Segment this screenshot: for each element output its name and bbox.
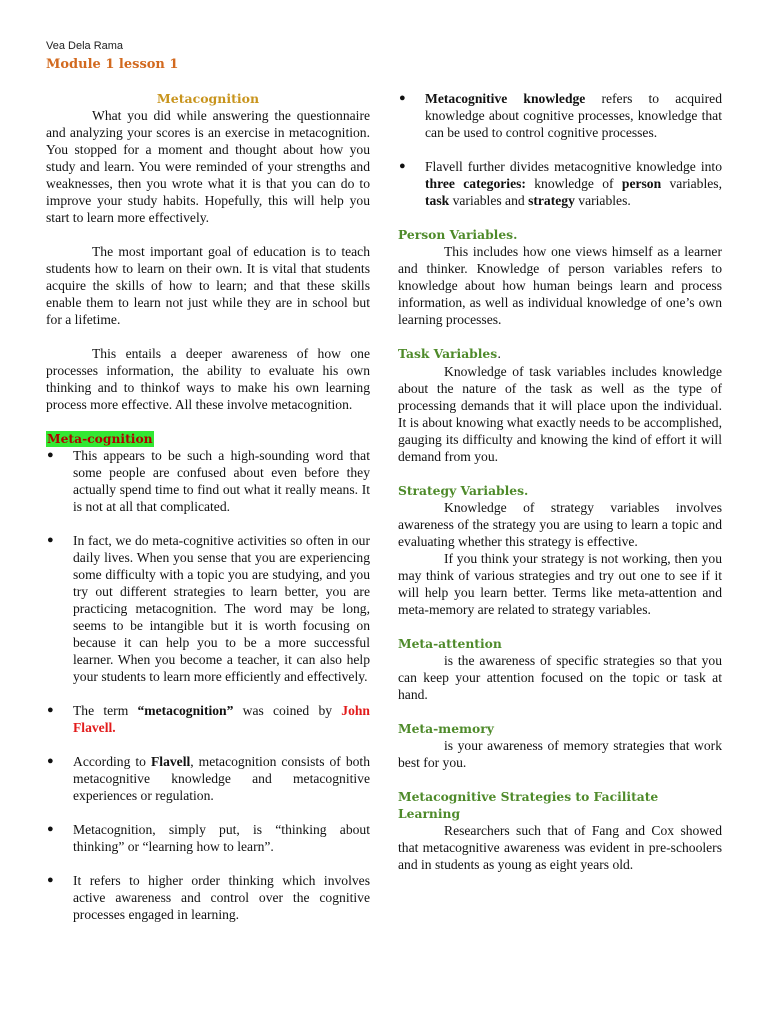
bullet-text: variables. [574, 193, 631, 208]
bullet-item: ● Metacognition, simply put, is “thinking about thinking” or “learning how to learn”. [46, 821, 370, 855]
bullet-term: Flavell [150, 754, 191, 769]
person-variables-heading: Person Variables. [398, 227, 518, 242]
meta-memory-heading: Meta-memory [398, 721, 494, 736]
highlight-heading-row [46, 430, 370, 447]
module-title: Module 1 lesson 1 [46, 57, 179, 72]
paragraph: Knowledge of strategy variables involves awareness of the strategy you are using to learn a topic and evaluating whether this strategy is effective. [398, 500, 722, 549]
bullet-item [46, 753, 370, 804]
bullet-item: ● This appears to be such a high-sounding word that some people are confused about even before they actually spend time to find out what it really means. It is not at all that complicated. [46, 447, 370, 515]
strategy-variables-heading: Strategy Variables. [398, 483, 529, 498]
paragraph: is the awareness of specific strategies so that you can keep your attention focused on the topic or task at hand. [398, 653, 722, 702]
bullet-text: According to [73, 754, 151, 769]
bullet-term: person [621, 176, 662, 191]
meta-attention-heading: Meta-attention [398, 636, 502, 651]
bullet-item: ● In fact, we do meta-cognitive activities so often in our daily lives. When you sense that you are experiencing some difficulty with a topic you are studying, and you try out different strategies to learn better, you are practicing metacognition. The word may be long, seems to be intangible but it is worth focusing on because it can help you to be a more successful learner. When you become a teacher, it can also help your students to learn more efficiently and effectively. [46, 532, 370, 685]
section-title: Metacognition [156, 91, 260, 106]
task-variables-heading [398, 345, 722, 363]
bullet-item [398, 158, 722, 209]
heading-period: . [497, 347, 502, 361]
bullet-term: “metacognition” [137, 703, 234, 718]
right-column [398, 90, 722, 873]
bullet-text: knowledge of [525, 176, 622, 191]
bullet-term: three categories: [425, 176, 526, 191]
bullet-term: strategy [528, 193, 575, 208]
paragraph: is your awareness of memory strategies that work best for you. [398, 738, 722, 770]
bullet-item [398, 90, 722, 141]
paragraph: This entails a deeper awareness of how one processes information, the ability to evaluate his own thinking and to thinkof ways to make his own learning process more effective. All these involve metacognition. [46, 346, 370, 412]
bullet-text: variables and [449, 193, 529, 208]
paragraph: The most important goal of education is to teach students how to learn on their own. It is vital that students acquire the skills of how to learn; and that these skills enable them to learn not just while they are in school but for a lifetime. [46, 244, 370, 327]
bullet-text: was coined by [233, 703, 342, 718]
bullet-text: The term [73, 703, 138, 718]
bullet-term: Metacognitive knowledge [425, 91, 586, 106]
bullet-text: variables, [661, 176, 722, 191]
paragraph: Researchers such that of Fang and Cox showed that metacognitive awareness was evident in pre-schoolers and in students as young as eight years old. [398, 823, 722, 872]
bullet-item [46, 702, 370, 736]
paragraph: What you did while answering the questionnaire and analyzing your scores is an exercise in metacognition. You stopped for a moment and thought about how you study and learn. You were reminded of your strengths and weaknesses, then you wrote what it is that you can do to improve your study habits. Hopefully, this will help you start to learn more effectively. [46, 108, 370, 225]
bullet-text: refers to acquired knowledge about cognitive processes, knowledge that can be used to control cognitive processes. [425, 91, 722, 140]
bullet-item: ● It refers to higher order thinking which involves active awareness and control over the cognitive processes engaged in learning. [46, 872, 370, 923]
paragraph: If you think your strategy is not working, then you may think of various strategies and try out one to see if it will help you learn better. Terms like meta-attention and meta-memory are related to strategy variables. [398, 551, 722, 617]
bullet-text: Flavell further divides metacognitive knowledge into [425, 159, 722, 174]
bullet-text: , metacognition consists of both metacognitive knowledge and metacognitive experiences or regulation. [73, 754, 370, 803]
meta-cognition-heading: Meta-cognition [47, 431, 153, 446]
author-name: Vea Dela Rama [46, 40, 124, 52]
heading-text: Task Variables [398, 346, 498, 361]
bullet-term: task [425, 193, 450, 208]
bullet-name-highlight: John Flavell. [73, 703, 370, 735]
left-column [46, 90, 370, 923]
paragraph: This includes how one views himself as a learner and thinker. Knowledge of person variables refers to knowledge about how human beings learn and process information, as well as individual knowledge of one’s own learning processes. [398, 244, 722, 327]
facilitate-learning-heading: Metacognitive Strategies to Facilitate Learning [398, 789, 659, 821]
paragraph: Knowledge of task variables includes knowledge about the nature of the task as well as the type of processing demands that it will place upon the individual. It is about knowing what exactly needs to be accomplished, gauging its difficulty and knowing the kind of effort it will demand from you. [398, 364, 722, 464]
